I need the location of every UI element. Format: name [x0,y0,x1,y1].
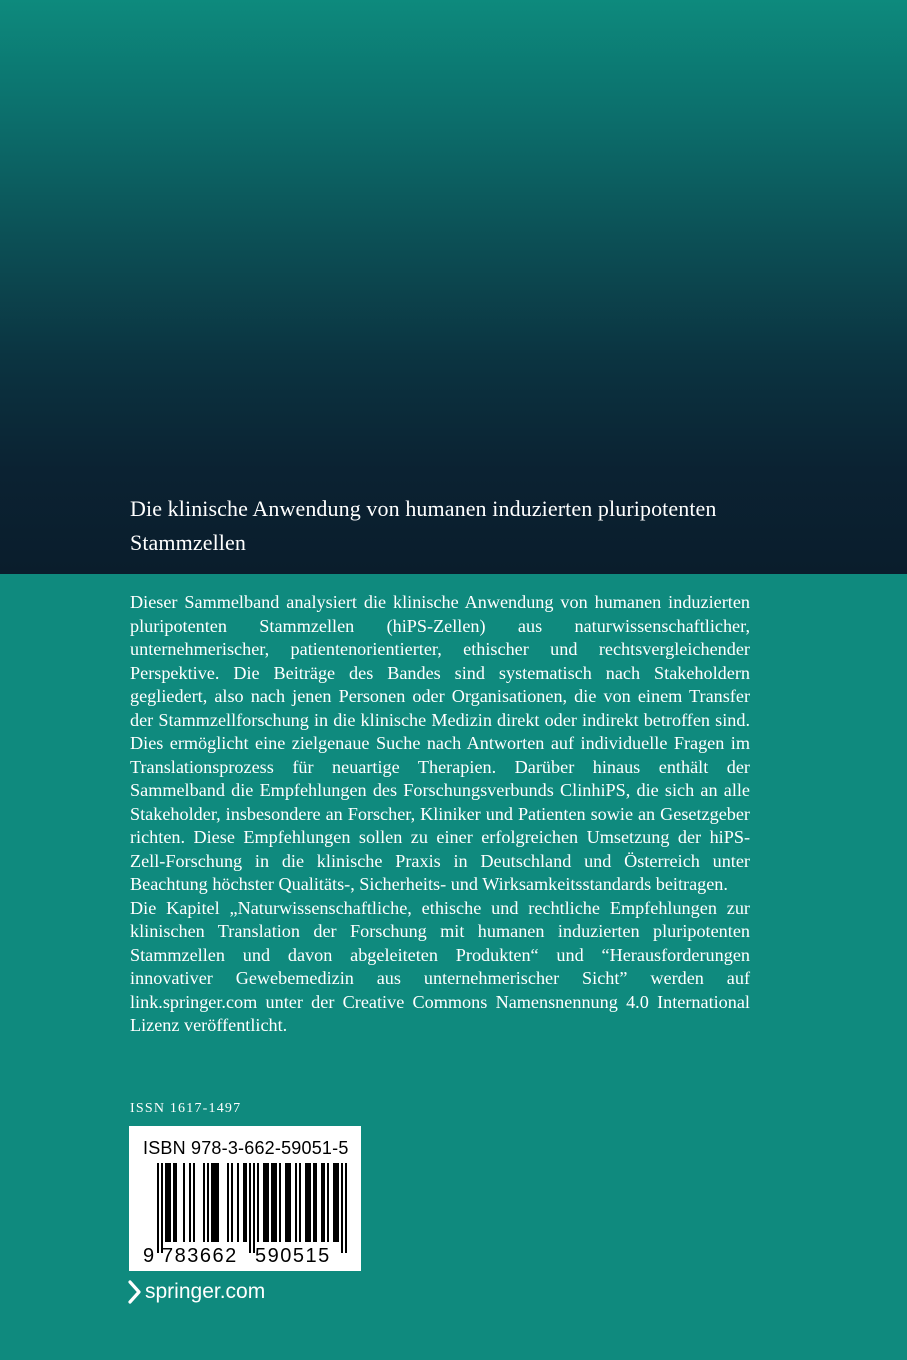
barcode-bar [175,1163,177,1242]
barcode-bar [193,1163,195,1242]
isbn-label: ISBN 978-3-662-59051-5 [143,1138,349,1158]
barcode-bar [253,1163,255,1253]
barcode-bar [215,1163,217,1242]
barcode-bar [305,1163,307,1242]
barcode-bar [289,1163,291,1242]
barcode-bar [275,1163,277,1242]
barcode-lead-digit: 9 [143,1245,155,1267]
barcode-bar [327,1163,329,1242]
barcode-bar [211,1163,213,1242]
barcode-bar [237,1163,239,1242]
barcode-bar [213,1163,215,1242]
barcode-bar [231,1163,233,1242]
book-subtitle: Die klinische Anwendung von humanen induzierten pluripotenten Stammzellen [130,496,717,555]
barcode-bars [157,1163,347,1253]
barcode-bar [315,1163,317,1242]
barcode-bar [299,1163,301,1242]
barcode-bar [189,1163,191,1242]
publisher-url: springer.com [145,1280,266,1303]
barcode-bar [313,1163,315,1242]
barcode-bar [207,1163,209,1242]
barcode-bar [295,1163,297,1242]
barcode-bar [307,1163,309,1242]
back-cover-blurb [130,591,750,1038]
barcode-bar [333,1163,335,1242]
barcode-bar [173,1163,175,1242]
barcode-bar [263,1163,265,1242]
barcode-bar [285,1163,287,1242]
chevron-right-icon [128,1279,142,1305]
description-paragraph: Dieser Sammelband analysiert die klinische Anwendung von humanen induzierten pluripotenten Stammzellen (hiPS-Zellen) aus naturwissenschaftlicher, unternehmerischer, patientenorientierter, ethischer und rechtsvergleichender Perspektive. Die Beiträge des Bandes sind systematisch nach Stakeholdern gegliedert, also nach jenen Personen oder Organisationen, die von einem Transfer der Stammzellforschung in die klinische Medizin direkt oder indirekt betroffen sind. Dies ermöglicht eine zielgenaue Suche nach Antworten auf individuelle Fragen im Translationsprozess für neuartige Therapien. Darüber hinaus enthält der Sammelband die Empfehlungen des Forschungsverbunds ClinhiPS, die sich an alle Stakeholder, insbesondere an Forscher, Kliniker und Patienten sowie an Gesetzgeber richten. Diese Empfehlungen sollen zu einer erfolgreichen Umsetzung der hiPS-Zell-Forschung in die klinische Praxis in Deutschland und Österreich unter Beachtung höchster Qualitäts-, Sicherheits- und Wirksamkeitsstandards beitragen. [130,592,750,894]
barcode-right-digits: 590515 [255,1245,331,1267]
barcode-bar [279,1163,281,1242]
barcode-bar [257,1163,259,1242]
barcode-bar [167,1163,169,1242]
barcode-bar [321,1163,323,1242]
barcode-bar [157,1163,159,1253]
barcode-bar [169,1163,171,1242]
barcode-bar [161,1163,163,1253]
barcode-bar [183,1163,185,1242]
barcode-left-digits: 783662 [162,1245,238,1267]
barcode-bar [345,1163,347,1253]
barcode-bar [249,1163,251,1253]
barcode-bar [271,1163,273,1242]
publisher-link[interactable] [128,1279,265,1305]
barcode-bar [335,1163,337,1242]
barcode-bar [265,1163,267,1242]
issn-label: ISSN 1617-1497 [130,1101,242,1116]
barcode-bar [165,1163,167,1242]
barcode-bar [227,1163,229,1242]
barcode-bar [341,1163,343,1253]
barcode-bar [323,1163,325,1242]
barcode-bar [309,1163,311,1242]
isbn-barcode [129,1126,361,1271]
barcode-bar [287,1163,289,1242]
barcode-bar [337,1163,339,1242]
barcode-bar [217,1163,219,1242]
barcode-bar [243,1163,245,1242]
barcode-bar [267,1163,269,1242]
barcode-bar [273,1163,275,1242]
barcode-bar [203,1163,205,1242]
barcode-bar [245,1163,247,1242]
barcode-graphic [129,1126,361,1271]
cover-top-panel [0,0,907,574]
license-note-paragraph: Die Kapitel „Naturwissenschaftliche, ethische und rechtliche Empfehlungen zur klinischen Translation der Forschung mit humanen induzierten pluripotenten Stammzellen und davon abgeleiteten Produkten“ und “Herausforderungen innovativer Gewebemedizin aus unternehmerischer Sicht” werden auf link.springer.com unter der Creative Commons Namensnennung 4.0 International Lizenz veröffentlicht. [130,897,750,1035]
